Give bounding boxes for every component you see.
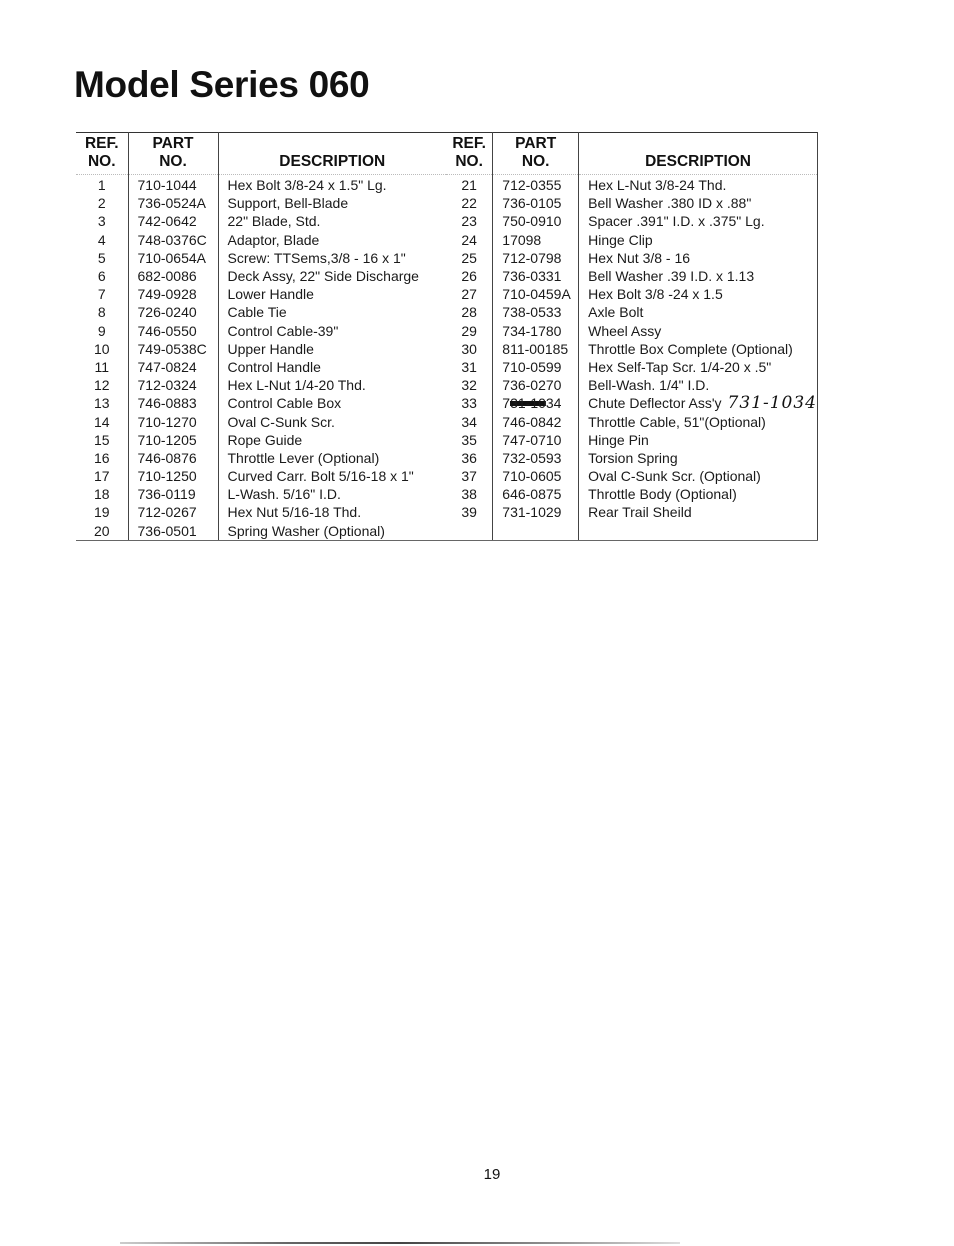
part-header-line1: PART <box>152 135 194 152</box>
table-header-row <box>446 133 818 175</box>
ref-header-line1: REF. <box>452 135 486 152</box>
table-row <box>446 503 818 521</box>
table-row <box>76 194 446 212</box>
ref-no-cell: 30 <box>461 340 477 357</box>
ref-header-line2: NO. <box>455 153 483 170</box>
table-row <box>76 394 446 412</box>
description-cell <box>579 285 818 303</box>
ref-no-header <box>446 133 493 175</box>
table-header-row <box>76 133 446 175</box>
page-number: 19 <box>483 1166 501 1183</box>
part-no-cell: 748-0376C <box>128 231 218 249</box>
description-cell <box>218 212 446 230</box>
description-header: DESCRIPTION <box>218 133 446 175</box>
ref-no-cell: 33 <box>461 395 477 412</box>
description-cell <box>218 322 446 340</box>
table-row <box>446 303 818 321</box>
description-cell <box>579 194 818 212</box>
part-no-cell: 736-0119 <box>128 485 218 503</box>
table-row <box>446 431 818 449</box>
description-cell <box>579 340 818 358</box>
table-row <box>446 394 818 412</box>
description-text: Hex L-Nut 1/4-20 Thd. <box>227 377 366 394</box>
part-no-cell: 710-1270 <box>128 412 218 430</box>
description-text: Spring Washer (Optional) <box>227 522 385 539</box>
ref-no-cell: 20 <box>76 522 128 541</box>
description-text: L-Wash. 5/16" I.D. <box>227 486 341 503</box>
description-cell <box>579 485 818 503</box>
part-no-cell: 710-1250 <box>128 467 218 485</box>
part-no-cell: 731-1029 <box>493 503 579 521</box>
ref-no-cell: 6 <box>97 268 106 285</box>
parts-table-left-body <box>76 175 446 541</box>
ref-no-cell: 5 <box>97 249 106 266</box>
description-cell <box>218 267 446 285</box>
ref-no-cell: 18 <box>93 486 110 503</box>
part-no-struck: 31-10 <box>510 395 546 412</box>
part-no-cell: 736-0524A <box>128 194 218 212</box>
table-row <box>446 285 818 303</box>
scan-edge-line <box>120 1242 680 1244</box>
table-row <box>446 249 818 267</box>
part-no-cell: 747-0824 <box>128 358 218 376</box>
description-cell <box>579 503 818 521</box>
table-row <box>76 431 446 449</box>
description-text: Throttle Lever (Optional) <box>227 449 380 466</box>
description-cell <box>579 412 818 430</box>
table-row <box>446 322 818 340</box>
description-cell <box>579 231 818 249</box>
description-text: Oval C-Sunk Scr. (Optional) <box>588 468 761 485</box>
ref-no-cell: 10 <box>93 340 110 357</box>
table-row <box>76 175 446 195</box>
ref-no-cell: 36 <box>461 449 477 466</box>
description-text: Hex Nut 5/16-18 Thd. <box>227 504 362 521</box>
table-row <box>446 231 818 249</box>
page-title: Model Series 060 <box>74 64 370 105</box>
part-no-cell: 749-0538C <box>128 340 218 358</box>
description-text: Hex L-Nut 3/8-24 Thd. <box>588 177 727 194</box>
part-no-cell: 736-0331 <box>493 267 579 285</box>
description-cell <box>218 394 446 412</box>
part-no-cell: 736-0501 <box>128 522 218 541</box>
table-row <box>76 522 446 541</box>
description-text: Wheel Assy <box>588 322 662 339</box>
table-row <box>446 467 818 485</box>
table-row <box>76 231 446 249</box>
table-row <box>76 285 446 303</box>
ref-no-cell: 16 <box>93 449 110 466</box>
empty-cell <box>493 522 579 541</box>
ref-no-cell: 17 <box>93 468 110 485</box>
description-text: Hinge Pin <box>588 431 649 448</box>
ref-no-header <box>76 133 128 175</box>
parts-table-right-body <box>446 175 818 541</box>
description-cell <box>218 231 446 249</box>
part-no-cell: 710-1205 <box>128 431 218 449</box>
description-text: Upper Handle <box>227 340 314 357</box>
part-no-cell: 734-1780 <box>493 322 579 340</box>
description-cell <box>579 322 818 340</box>
part-no-cell: 732-0593 <box>493 449 579 467</box>
description-text: Hex Nut 3/8 - 16 <box>588 249 691 266</box>
description-text: Hex Bolt 3/8 -24 x 1.5 <box>588 286 723 303</box>
description-text: Oval C-Sunk Scr. <box>227 413 335 430</box>
description-cell <box>579 212 818 230</box>
description-cell <box>218 431 446 449</box>
description-text: Rear Trail Sheild <box>588 504 692 521</box>
description-text: Hex Bolt 3/8-24 x 1.5" Lg. <box>227 177 387 194</box>
ref-no-cell: 25 <box>461 249 477 266</box>
description-text: Hex Self-Tap Scr. 1/4-20 x .5" <box>588 358 772 375</box>
description-text: Bell Washer .380 ID x .88" <box>588 195 752 212</box>
table-row <box>76 503 446 521</box>
part-no-cell: 682-0086 <box>128 267 218 285</box>
part-no-prefix: 7 <box>502 395 511 412</box>
description-text: Curved Carr. Bolt 5/16-18 x 1" <box>227 468 414 485</box>
description-cell <box>579 431 818 449</box>
part-no-cell: 746-0842 <box>493 412 579 430</box>
description-text: Screw: TTSems,3/8 - 16 x 1" <box>227 249 406 266</box>
table-row <box>76 376 446 394</box>
part-no-cell: 710-0605 <box>493 467 579 485</box>
ref-no-cell: 9 <box>97 322 106 339</box>
ref-no-cell: 23 <box>461 213 477 230</box>
ref-no-cell: 27 <box>461 286 477 303</box>
part-no-suffix: 34 <box>545 395 562 412</box>
ref-no-cell: 3 <box>97 213 106 230</box>
table-row <box>76 467 446 485</box>
table-row <box>76 267 446 285</box>
parts-table-right <box>446 132 818 541</box>
part-no-cell: 710-1044 <box>128 175 218 195</box>
description-text: Support, Bell-Blade <box>227 195 349 212</box>
ref-no-cell: 24 <box>461 231 477 248</box>
description-cell <box>579 303 818 321</box>
part-no-cell: 710-0654A <box>128 249 218 267</box>
description-cell <box>218 485 446 503</box>
description-cell <box>218 376 446 394</box>
part-no-cell: 712-0798 <box>493 249 579 267</box>
part-no-cell: 750-0910 <box>493 212 579 230</box>
description-text: Bell Washer .39 I.D. x 1.13 <box>588 268 755 285</box>
part-header-line2: NO. <box>521 153 550 170</box>
description-cell <box>579 249 818 267</box>
description-text: Control Handle <box>227 358 321 375</box>
part-no-cell: 746-0550 <box>128 322 218 340</box>
part-no-cell: 17098 <box>493 231 579 249</box>
ref-no-cell: 14 <box>93 413 110 430</box>
table-row <box>76 358 446 376</box>
part-no-cell: 736-0270 <box>493 376 579 394</box>
table-row <box>76 340 446 358</box>
ref-no-cell: 31 <box>461 358 477 375</box>
table-row <box>446 376 818 394</box>
description-text: Rope Guide <box>227 431 303 448</box>
description-text: Adaptor, Blade <box>227 231 320 248</box>
description-cell <box>579 467 818 485</box>
table-row-empty <box>446 522 818 541</box>
handwritten-part-correction: 731-1034 <box>727 393 817 414</box>
description-cell <box>579 175 818 195</box>
empty-cell <box>446 522 493 541</box>
description-text: Axle Bolt <box>588 304 644 321</box>
part-no-cell: 712-0324 <box>128 376 218 394</box>
part-no-header <box>128 133 218 175</box>
ref-header-line2: NO. <box>87 153 116 170</box>
table-row <box>446 175 818 195</box>
description-text: Bell-Wash. 1/4" I.D. <box>588 377 710 394</box>
ref-no-cell: 1 <box>76 175 128 195</box>
ref-no-cell: 37 <box>461 468 477 485</box>
description-cell <box>218 522 446 541</box>
ref-no-cell: 39 <box>461 504 477 521</box>
description-cell <box>218 467 446 485</box>
part-no-cell: 726-0240 <box>128 303 218 321</box>
ref-no-cell: 22 <box>461 195 477 212</box>
ref-no-cell: 34 <box>461 413 477 430</box>
description-text: Deck Assy, 22" Side Discharge <box>227 268 419 285</box>
part-no-cell: 710-0459A <box>493 285 579 303</box>
part-no-cell: 746-0876 <box>128 449 218 467</box>
table-row <box>76 212 446 230</box>
table-row <box>446 194 818 212</box>
empty-cell <box>579 522 818 541</box>
description-cell <box>218 503 446 521</box>
ref-no-cell: 38 <box>461 486 477 503</box>
part-no-cell: 712-0355 <box>493 175 579 195</box>
description-cell <box>218 449 446 467</box>
ref-no-cell: 2 <box>97 195 106 212</box>
table-row <box>446 358 818 376</box>
description-text: Control Cable Box <box>227 395 342 412</box>
ref-no-cell: 11 <box>94 358 110 375</box>
ref-no-cell: 19 <box>93 504 110 521</box>
description-text: Cable Tie <box>227 304 287 321</box>
table-row <box>446 340 818 358</box>
ref-no-cell: 12 <box>93 377 110 394</box>
part-no-header <box>493 133 579 175</box>
description-text: Throttle Cable, 51"(Optional) <box>588 413 766 430</box>
ref-no-cell: 13 <box>93 395 110 412</box>
description-cell <box>218 249 446 267</box>
description-cell <box>579 394 818 412</box>
table-row <box>446 449 818 467</box>
description-text: Spacer .391" I.D. x .375" Lg. <box>588 213 765 230</box>
part-no-cell: 646-0875 <box>493 485 579 503</box>
description-cell <box>218 303 446 321</box>
description-cell <box>579 376 818 394</box>
part-header-line2: NO. <box>159 153 187 170</box>
part-no-cell: 747-0710 <box>493 431 579 449</box>
description-cell <box>218 340 446 358</box>
table-row <box>76 412 446 430</box>
part-no-cell: 712-0267 <box>128 503 218 521</box>
ref-no-cell: 7 <box>97 286 106 303</box>
ref-no-cell: 29 <box>461 322 477 339</box>
ref-header-line1: REF. <box>84 135 119 152</box>
description-cell <box>579 267 818 285</box>
part-no-cell: 710-0599 <box>493 358 579 376</box>
table-row <box>446 412 818 430</box>
description-header: DESCRIPTION <box>579 133 818 175</box>
part-no-cell: 746-0883 <box>128 394 218 412</box>
description-cell <box>218 175 446 195</box>
table-row <box>76 322 446 340</box>
table-row <box>76 249 446 267</box>
description-text: Lower Handle <box>227 286 314 303</box>
description-cell <box>218 194 446 212</box>
description-text: Hinge Clip <box>588 231 653 248</box>
table-row <box>446 212 818 230</box>
description-text: Torsion Spring <box>588 449 678 466</box>
ref-no-cell: 15 <box>93 431 110 448</box>
part-no-cell: 736-0105 <box>493 194 579 212</box>
part-no-cell: 742-0642 <box>128 212 218 230</box>
description-text: Throttle Body (Optional) <box>588 486 737 503</box>
part-no-cell: 738-0533 <box>493 303 579 321</box>
description-cell <box>218 412 446 430</box>
description-cell <box>579 358 818 376</box>
ref-no-cell: 26 <box>461 268 477 285</box>
part-no-cell: 811-00185 <box>493 340 579 358</box>
ref-no-cell: 32 <box>461 377 477 394</box>
description-cell <box>579 449 818 467</box>
ref-no-cell: 8 <box>97 304 106 321</box>
ref-no-cell: 4 <box>97 231 106 248</box>
ref-no-cell: 35 <box>461 431 477 448</box>
table-row <box>446 267 818 285</box>
description-text: Control Cable-39" <box>227 322 339 339</box>
table-row <box>76 485 446 503</box>
description-text: Chute Deflector Ass'y <box>588 395 722 412</box>
ref-no-cell: 28 <box>461 304 477 321</box>
table-row <box>76 303 446 321</box>
description-cell <box>218 358 446 376</box>
part-no-cell <box>493 394 579 412</box>
ref-no-cell: 21 <box>446 175 493 195</box>
table-row <box>76 449 446 467</box>
description-text: Throttle Box Complete (Optional) <box>588 340 793 357</box>
description-text: 22" Blade, Std. <box>227 213 321 230</box>
parts-table-left <box>76 132 446 541</box>
description-cell <box>218 285 446 303</box>
part-header-line1: PART <box>515 135 557 152</box>
table-row <box>446 485 818 503</box>
part-no-cell: 749-0928 <box>128 285 218 303</box>
